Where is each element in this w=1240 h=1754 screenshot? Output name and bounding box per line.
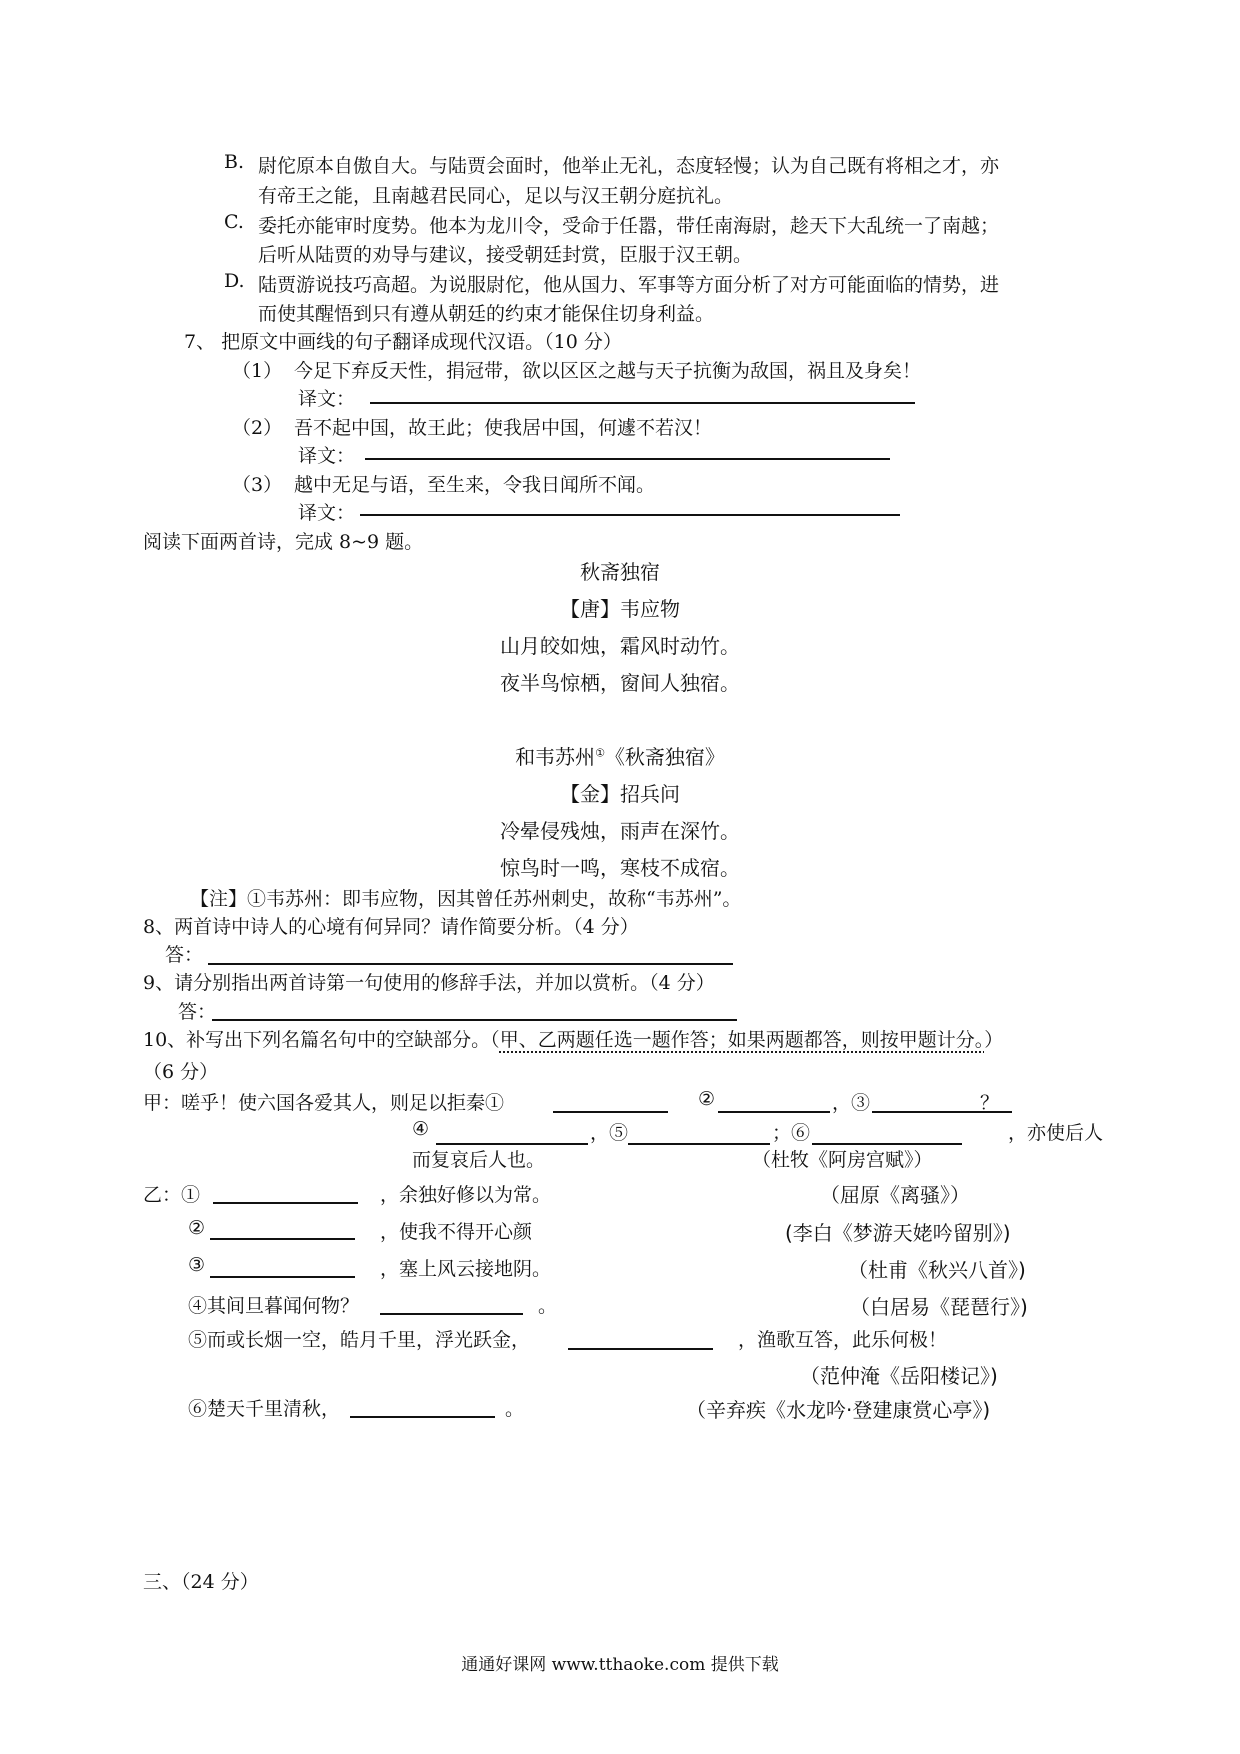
q10-yi-label: 乙：①	[143, 1184, 201, 1206]
q7-s2-text: 吾不起中国，故王此；使我居中国，何遽不若汉！	[294, 417, 713, 439]
q10-jia-blank1[interactable]	[553, 1111, 668, 1113]
poem-note: 【注】①韦苏州：即韦应物，因其曾任苏州刺史，故称“韦苏州”。	[190, 888, 742, 910]
q10-jia-end: 而复哀后人也。	[412, 1149, 546, 1171]
q10-yi6-source: （辛弃疾《水龙吟·登建康赏心亭》)	[686, 1398, 991, 1422]
q10-jia-comma1: ，③	[832, 1092, 871, 1114]
option-b-line2: 有帝王之能，且南越君民同心，足以与汉王朝分庭抗礼。	[258, 185, 734, 207]
poem2-line1: 冷晕侵残烛，雨声在深竹。	[500, 819, 740, 843]
poem2-title	[0, 741, 1240, 770]
q7-s3-text: 越中无足与语，至生来，令我日闻所不闻。	[294, 474, 656, 496]
q7-s1-num: （1）	[232, 360, 283, 382]
q10-yi1-source: （屈原《离骚》）	[820, 1183, 970, 1207]
q10-yi3-num: ③	[188, 1254, 206, 1276]
q10-text-b: ）	[984, 1029, 1004, 1051]
poem1-line1: 山月皎如烛，霜风时动竹。	[500, 634, 740, 658]
q10-jia-prefix: 甲：嗟乎！使六国各爱其人，则足以拒秦①	[143, 1092, 505, 1114]
q10-jia-blank2[interactable]	[718, 1111, 830, 1113]
option-d-line1: 陆贾游说技巧高超。为说服尉佗，他从国力、军事等方面分析了对方可能面临的情势，进	[258, 274, 1000, 296]
q10-yi4-end: 。	[538, 1295, 558, 1317]
q10-jia-blank5[interactable]	[628, 1143, 770, 1145]
q10-yi1-blank[interactable]	[213, 1202, 358, 1204]
option-c-line2: 后听从陆贾的劝导与建议，接受朝廷封赏，臣服于汉王朝。	[258, 244, 753, 266]
q9-answer-label: 答：	[178, 1001, 217, 1023]
q10-jia-semi: ；⑥	[772, 1122, 811, 1144]
q10-yi6-text: ⑥楚天千里清秋，	[188, 1398, 341, 1420]
q10-jia-tail: ，亦使后人	[1008, 1122, 1104, 1144]
q10-yi4-blank[interactable]	[380, 1313, 523, 1315]
q7-title: 7、 把原文中画线的句子翻译成现代汉语。（10 分）	[184, 331, 622, 353]
q10-jia-comma2: ，⑤	[590, 1122, 629, 1144]
q10-text	[143, 1025, 1003, 1052]
option-d-label: D.	[224, 270, 245, 292]
option-c-line1: 委托亦能审时度势。他本为龙川令，受命于任嚣，带任南海尉，趁天下大乱统一了南越；	[258, 215, 1000, 237]
q10-points: （6 分）	[143, 1061, 219, 1083]
page-footer: 通通好课网 www.tthaoke.com 提供下载	[461, 1655, 779, 1675]
q7-s2-answer-line[interactable]	[365, 458, 890, 460]
q8-answer-label: 答：	[165, 944, 204, 966]
q7-s2-answer-label: 译文：	[298, 445, 356, 467]
q10-yi3-source: （杜甫《秋兴八首》)	[848, 1258, 1026, 1282]
poem1-line2: 夜半鸟惊栖，窗间人独宿。	[500, 671, 740, 695]
q7-s3-answer-label: 译文：	[298, 502, 356, 524]
q10-yi3-blank[interactable]	[210, 1276, 355, 1278]
q10-yi5-source: （范仲淹《岳阳楼记》)	[800, 1364, 998, 1388]
poem2-note-mark: ①	[595, 746, 605, 760]
q8-text: 8、两首诗中诗人的心境有何异同？请作简要分析。（4 分）	[143, 916, 639, 938]
q10-yi5-blank[interactable]	[568, 1348, 713, 1350]
q10-jia-source: （杜牧《阿房宫赋》）	[752, 1149, 933, 1171]
section3-heading: 三、（24 分）	[143, 1571, 259, 1593]
poem2-title-b: 《秋斋独宿》	[604, 745, 725, 769]
q7-s2-num: （2）	[232, 417, 283, 439]
q10-yi2-num: ②	[188, 1217, 206, 1239]
q10-yi5-end: ，渔歌互答，此乐何极！	[738, 1329, 948, 1351]
option-d-line2: 而使其醒悟到只有遵从朝廷的约束才能保住切身利益。	[258, 303, 715, 325]
q7-s3-num: （3）	[232, 474, 283, 496]
option-c-label: C.	[224, 211, 244, 233]
poem2-author: 【金】招兵问	[560, 782, 680, 806]
q7-s3-answer-line[interactable]	[360, 514, 900, 516]
poem2-line2: 惊鸟时一鸣，寒枝不成宿。	[500, 856, 740, 880]
q10-yi2-blank[interactable]	[210, 1238, 355, 1240]
q7-s1-text: 今足下弃反天性，捐冠带，欲以区区之越与天子抗衡为敌国，祸且及身矣！	[294, 360, 922, 382]
q10-yi3-text: ，塞上风云接地阴。	[380, 1258, 552, 1280]
q10-yi1-text: ，余独好修以为常。	[380, 1184, 552, 1206]
q10-yi2-source: (李白《梦游天姥吟留别》)	[785, 1221, 1011, 1245]
q8-answer-line[interactable]	[208, 963, 733, 965]
poem1-title: 秋斋独宿	[580, 560, 660, 584]
q7-s1-answer-label: 译文：	[298, 388, 356, 410]
option-b-line1: 尉佗原本自傲自大。与陆贾会面时，他举止无礼，态度轻慢；认为自己既有将相之才，亦	[258, 155, 1000, 177]
poem1-author: 【唐】韦应物	[560, 597, 680, 621]
q10-yi4-text: ④其间旦暮闻何物？	[188, 1295, 360, 1317]
option-b-label: B.	[224, 151, 245, 173]
poems-intro: 阅读下面两首诗，完成 8~9 题。	[143, 531, 424, 553]
q10-jia-m4: ④	[412, 1118, 430, 1140]
q7-s1-answer-line[interactable]	[370, 402, 915, 404]
q10-yi2-text: ，使我不得开心颜	[380, 1221, 533, 1243]
q10-yi6-end: 。	[505, 1398, 525, 1420]
q10-text-dotted: 甲、乙两题任选一题作答；如果两题都答，则按甲题计分。	[499, 1029, 985, 1051]
q9-answer-line[interactable]	[212, 1019, 737, 1021]
q10-yi4-source: （白居易《琵琶行》)	[850, 1295, 1028, 1319]
q9-text: 9、请分别指出两首诗第一句使用的修辞手法，并加以赏析。（4 分）	[143, 972, 715, 994]
poem2-title-a: 和韦苏州	[515, 745, 596, 769]
q10-yi5-text: ⑤而或长烟一空，皓月千里，浮光跃金，	[188, 1329, 531, 1351]
q10-text-a: 10、补写出下列名篇名句中的空缺部分。（	[143, 1029, 500, 1051]
q10-yi6-blank[interactable]	[350, 1416, 495, 1418]
q10-jia-q: ？	[980, 1092, 1000, 1114]
q10-jia-m2: ②	[698, 1088, 716, 1110]
